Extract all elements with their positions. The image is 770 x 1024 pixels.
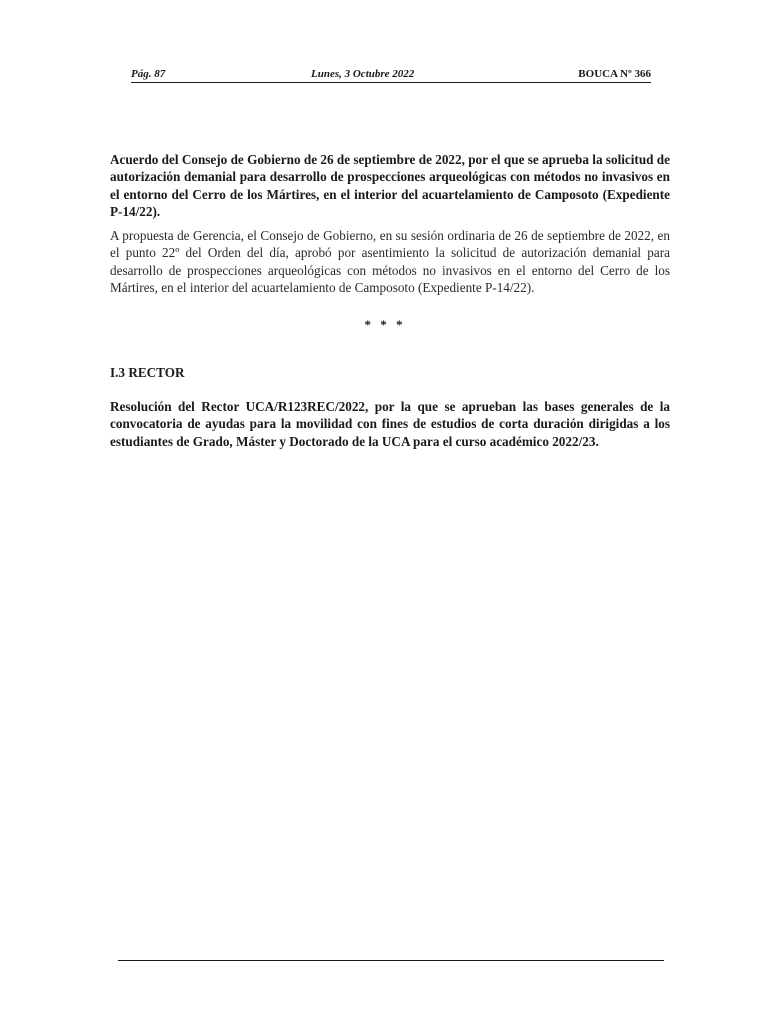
resolution-title: Resolución del Rector UCA/R123REC/2022, por la que se aprueban las bases generales de la convocatoria de ayudas para la movilidad con fines de estudios de corta duración dirigidas a los estudiantes de Grado, Máster y Doctorado de la UCA para el curso académico 2022/23. (110, 399, 670, 449)
section-separator: * * * (364, 317, 406, 332)
section-heading: I.3 RECTOR (110, 365, 185, 380)
agreement-body: A propuesta de Gerencia, el Consejo de Gobierno, en su sesión ordinaria de 26 de septiembre de 2022, en el punto 22º del Orden del día, aprobó por asentimiento la solicitud de autorización demanial para desarrollo de prospecciones arqueológicas con métodos no invasivos en el entorno del Cerro de los Mártires, en el interior del acuartelamiento de Camposoto (Expediente P-14/22). (110, 228, 670, 295)
page-number: Pág. 87 (131, 68, 166, 80)
issue-number: BOUCA Nº 366 (578, 68, 651, 80)
agreement-title: Acuerdo del Consejo de Gobierno de 26 de septiembre de 2022, por el que se aprueba la solicitud de autorización demanial para desarrollo de prospecciones arqueológicas con métodos no invasivos en el entorno del Cerro de los Mártires, en el interior del acuartelamiento de Camposoto (Expediente P-14/22). (110, 152, 670, 219)
footer-rule (118, 960, 664, 961)
page-header (131, 68, 651, 83)
issue-date: Lunes, 3 Octubre 2022 (311, 68, 415, 80)
